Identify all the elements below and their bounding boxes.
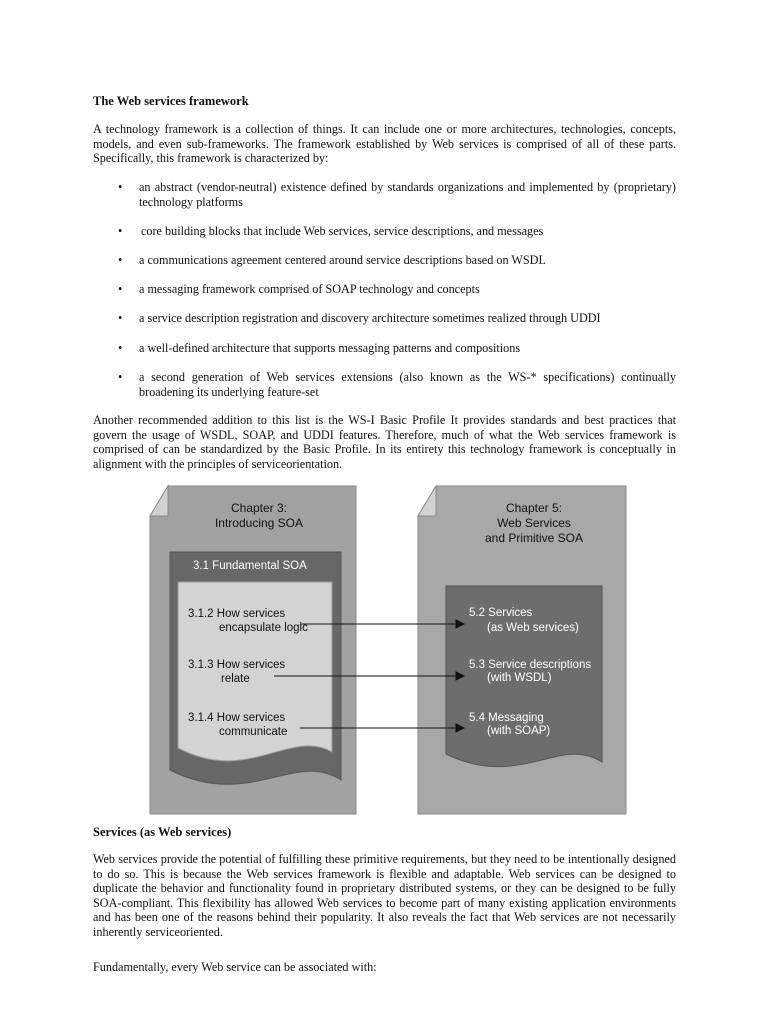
- section-heading-services: Services (as Web services): [93, 825, 232, 839]
- list-item-text: a service description registration and discovery architecture sometimes realized through UDDI: [139, 311, 601, 325]
- bullet-marker: •: [118, 370, 123, 384]
- topic-3-1-3-line1: 3.1.3 How services: [188, 659, 286, 671]
- services-paragraph: Web services provide the potential of fulfilling these primitive requirements, but they need to be intentionally designed to do so. This is because the Web services framework is flexible and adaptable. Web services can be designed to duplicate the behavior and functionality found in proprietary distributed systems, or they can be designed to be fully SOA-compliant. This flexibility has allowed Web services to become part of many existing application environments and has been one of the reasons behind their popularity. It also reveals the fact that Web services are not necessarily inherently serviceoriented.: [93, 852, 676, 939]
- list-item-text: a messaging framework comprised of SOAP technology and concepts: [139, 282, 480, 296]
- topic-3-1-4-line1: 3.1.4 How services: [188, 712, 286, 724]
- left-chapter-title-2: Introducing SOA: [214, 516, 304, 530]
- list-item-text: a second generation of Web services extensions (also known as the WS-* specifications) continually broadening its underlying feature-set: [139, 370, 676, 399]
- bullet-marker: •: [118, 311, 123, 325]
- bullet-marker: •: [118, 282, 123, 296]
- list-item-text: core building blocks that include Web services, service descriptions, and messages: [141, 224, 544, 238]
- section-heading-web-services-framework: The Web services framework: [93, 94, 249, 108]
- topic-5-4-line1: 5.4 Messaging: [469, 712, 544, 724]
- left-chapter-title-1: Chapter 3:: [230, 501, 288, 515]
- topic-5-4-line2: (with SOAP): [487, 725, 551, 737]
- right-chapter-title-2: Web Services: [497, 516, 571, 530]
- topic-5-3-line2: (with WSDL): [487, 672, 552, 684]
- bullet-marker: •: [118, 341, 123, 355]
- fundamentally-paragraph: Fundamentally, every Web service can be associated with:: [93, 960, 377, 974]
- list-item-text: a communications agreement centered around service descriptions based on WSDL: [139, 253, 546, 267]
- chapter-mapping-diagram: [0, 480, 768, 820]
- bullet-marker: •: [118, 180, 123, 194]
- left-chapter-document: [150, 486, 356, 814]
- topic-3-1-2-line1: 3.1.2 How services: [188, 608, 286, 620]
- topic-5-2-line1: 5.2 Services: [469, 607, 533, 619]
- list-item-text: a well-defined architecture that supports messaging patterns and compositions: [139, 341, 521, 355]
- topic-5-3-line1: 5.3 Service descriptions: [469, 659, 592, 671]
- right-chapter-document: [418, 486, 626, 814]
- topic-3-1-4-line2: communicate: [219, 726, 288, 738]
- list-item-text: an abstract (vendor-neutral) existence defined by standards organizations and implemented by (proprietary) technology platforms: [139, 180, 676, 209]
- basic-profile-paragraph: Another recommended addition to this list is the WS-I Basic Profile It provides standards and best practices that govern the usage of WSDL, SOAP, and UDDI features. Therefore, much of what the Web services framework is comprised of can be standardized by the Basic Profile. In its entirety this technology framework is conceptually in alignment with the principles of serviceorientation.: [93, 413, 676, 471]
- intro-paragraph: A technology framework is a collection of things. It can include one or more architectures, technologies, concepts, models, and even sub-frameworks. The framework established by Web services is comprised of all of these parts. Specifically, this framework is characterized by:: [93, 122, 676, 165]
- bullet-marker: •: [118, 224, 123, 238]
- right-chapter-title-1: Chapter 5:: [505, 501, 563, 515]
- topic-5-2-line2: (as Web services): [487, 622, 579, 634]
- fundamental-soa-label: 3.1 Fundamental SOA: [193, 560, 307, 572]
- topic-3-1-2-line2: encapsulate logic: [219, 622, 308, 634]
- bullet-marker: •: [118, 253, 123, 267]
- right-chapter-title-3: and Primitive SOA: [484, 531, 584, 545]
- topic-3-1-3-line2: relate: [221, 673, 250, 685]
